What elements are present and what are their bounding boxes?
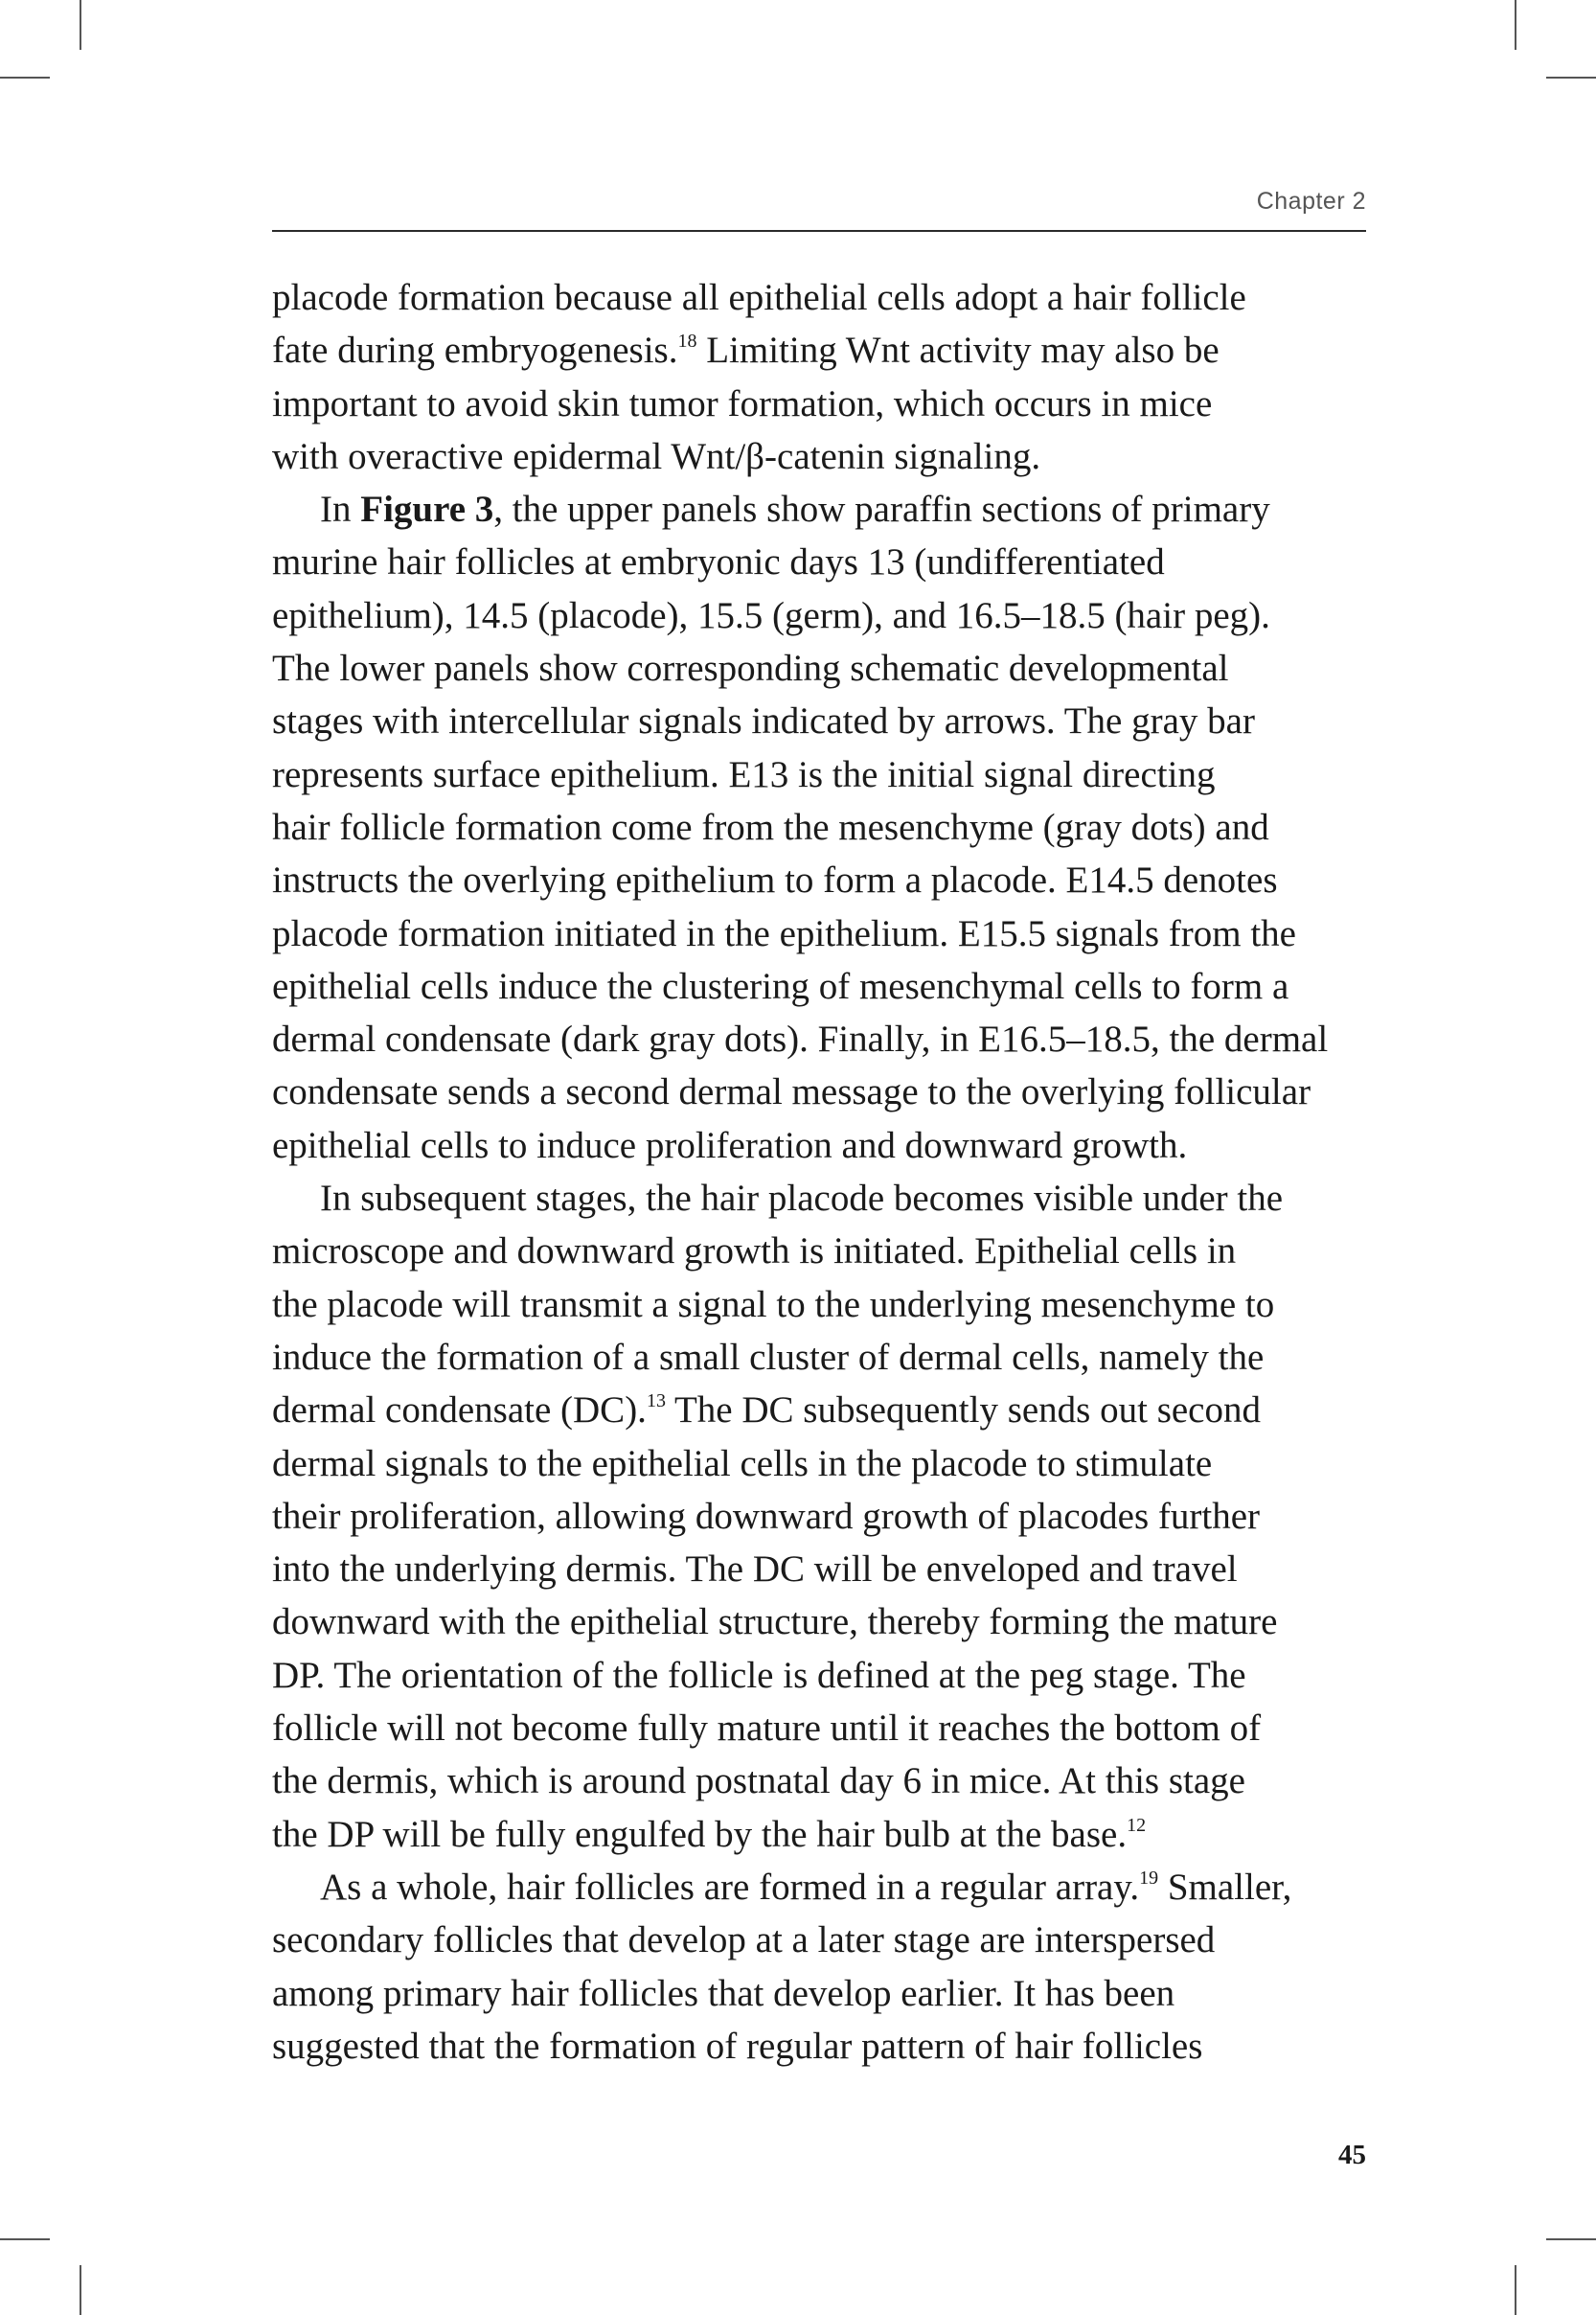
text-line — [272, 271, 1366, 324]
text-line-continuation: , the upper panels show paraffin sections of primary — [493, 489, 1270, 531]
text-line — [272, 1595, 1366, 1648]
text-line — [272, 1384, 1366, 1436]
crop-mark-bottom-left-vertical — [80, 2265, 81, 2315]
text-line — [272, 1543, 1366, 1595]
text-line — [272, 1861, 1366, 1914]
text-line — [272, 960, 1366, 1013]
text-line — [272, 1490, 1366, 1543]
text-line — [272, 748, 1366, 801]
text-line — [272, 1649, 1366, 1702]
text-line-continuation: Limiting Wnt activity may also be — [696, 330, 1220, 372]
text-line — [272, 1808, 1366, 1861]
text-line — [272, 801, 1366, 854]
text-line-content: follicle will not become fully mature until it reaches the bottom of — [272, 1708, 1262, 1750]
text-line-content: fate during embryogenesis. — [272, 330, 678, 372]
text-line — [272, 1013, 1366, 1066]
text-line-content: As a whole, hair follicles are formed in a regular array. — [320, 1866, 1140, 1908]
text-line-content: placode formation because all epithelial cells adopt a hair follicle — [272, 277, 1246, 318]
running-head: Chapter 2 — [1256, 188, 1366, 215]
text-line — [272, 430, 1366, 483]
text-line — [272, 1278, 1366, 1331]
text-line-content: stages with intercellular signals indicated by arrows. The gray bar — [272, 700, 1255, 743]
text-line-content: microscope and downward growth is initiated. Epithelial cells in — [272, 1230, 1237, 1272]
text-line-content: suggested that the formation of regular pattern of hair follicles — [272, 2025, 1203, 2067]
text-line — [272, 1066, 1366, 1118]
text-line-content: the DP will be fully engulfed by the hair bulb at the base. — [272, 1813, 1128, 1855]
page-number: 45 — [1338, 2140, 1366, 2170]
text-line — [272, 1754, 1366, 1807]
crop-mark-bottom-right-vertical — [1515, 2265, 1516, 2315]
text-line — [272, 695, 1366, 747]
crop-mark-top-right-vertical — [1515, 0, 1516, 50]
text-line-content: into the underlying dermis. The DC will be enveloped and travel — [272, 1548, 1238, 1591]
text-line-content: epithelium), 14.5 (placode), 15.5 (germ), and 16.5–18.5 (hair peg). — [272, 594, 1270, 636]
text-line — [272, 324, 1366, 377]
text-line — [272, 1702, 1366, 1754]
text-line — [272, 1437, 1366, 1490]
text-line — [272, 1119, 1366, 1172]
text-line-content: the placode will transmit a signal to the underlying mesenchyme to — [272, 1283, 1275, 1325]
text-line — [272, 536, 1366, 588]
crop-mark-top-right-horizontal — [1546, 77, 1596, 79]
text-line-content: induce the formation of a small cluster of dermal cells, namely the — [272, 1336, 1265, 1378]
text-line-content: epithelial cells induce the clustering of mesenchymal cells to form a — [272, 965, 1289, 1007]
text-line-continuation: Smaller, — [1158, 1866, 1292, 1908]
text-line-content: important to avoid skin tumor formation, which occurs in mice — [272, 382, 1213, 424]
text-line-content: DP. The orientation of the follicle is defined at the peg stage. The — [272, 1654, 1246, 1696]
text-line-content: hair follicle formation come from the mesenchyme (gray dots) and — [272, 806, 1269, 848]
text-line-content: epithelial cells to induce proliferation and downward growth. — [272, 1124, 1188, 1166]
text-line-content: dermal condensate (dark gray dots). Finally, in E16.5–18.5, the dermal — [272, 1019, 1329, 1061]
citation-superscript: 19 — [1139, 1867, 1159, 1889]
text-line — [272, 378, 1366, 430]
text-line-content: dermal condensate (DC). — [272, 1389, 647, 1432]
text-line — [272, 2020, 1366, 2073]
crop-mark-bottom-left-horizontal — [0, 2238, 50, 2240]
text-line-content: the dermis, which is around postnatal day 6 in mice. At this stage — [272, 1760, 1245, 1802]
body-text — [272, 271, 1366, 2073]
text-line-content: instructs the overlying epithelium to form a placode. E14.5 denotes — [272, 860, 1278, 902]
text-line-content: their proliferation, allowing downward growth of placodes further — [272, 1495, 1261, 1537]
citation-superscript: 13 — [646, 1390, 666, 1412]
text-line-content: In subsequent stages, the hair placode becomes visible under the — [320, 1178, 1284, 1220]
text-line-continuation: The DC subsequently sends out second — [665, 1389, 1261, 1432]
text-line-content: murine hair follicles at embryonic days 13 (undifferentiated — [272, 541, 1165, 584]
text-line-content: condensate sends a second dermal message to the overlying follicular — [272, 1071, 1311, 1113]
text-line-content: with overactive epidermal Wnt/β-catenin signaling. — [272, 435, 1041, 477]
text-line-content: dermal signals to the epithelial cells in the placode to stimulate — [272, 1442, 1213, 1484]
text-line — [272, 1172, 1366, 1225]
text-line — [272, 1967, 1366, 2020]
text-line-content: placode formation initiated in the epithelium. E15.5 signals from the — [272, 912, 1296, 954]
text-line — [272, 589, 1366, 642]
text-line — [272, 1914, 1366, 1966]
citation-superscript: 18 — [677, 331, 697, 353]
text-line-content: downward with the epithelial structure, thereby forming the mature — [272, 1601, 1278, 1643]
crop-mark-top-left-horizontal — [0, 77, 50, 79]
text-line-content: The lower panels show corresponding schematic developmental — [272, 648, 1229, 690]
crop-mark-top-left-vertical — [80, 0, 81, 50]
citation-superscript: 12 — [1127, 1814, 1147, 1836]
text-line — [272, 1331, 1366, 1384]
text-line — [272, 642, 1366, 695]
text-line-content: secondary follicles that develop at a later stage are interspersed — [272, 1919, 1216, 1961]
text-line — [272, 907, 1366, 960]
header-rule — [272, 230, 1366, 232]
text-line — [272, 483, 1366, 536]
figure-reference: Figure 3 — [360, 489, 494, 531]
text-line — [272, 1225, 1366, 1277]
crop-mark-bottom-right-horizontal — [1546, 2238, 1596, 2240]
text-line-content: represents surface epithelium. E13 is the initial signal directing — [272, 753, 1216, 795]
text-line — [272, 854, 1366, 906]
text-line-content: In — [320, 489, 361, 531]
text-line-content: among primary hair follicles that develop earlier. It has been — [272, 1972, 1175, 2014]
